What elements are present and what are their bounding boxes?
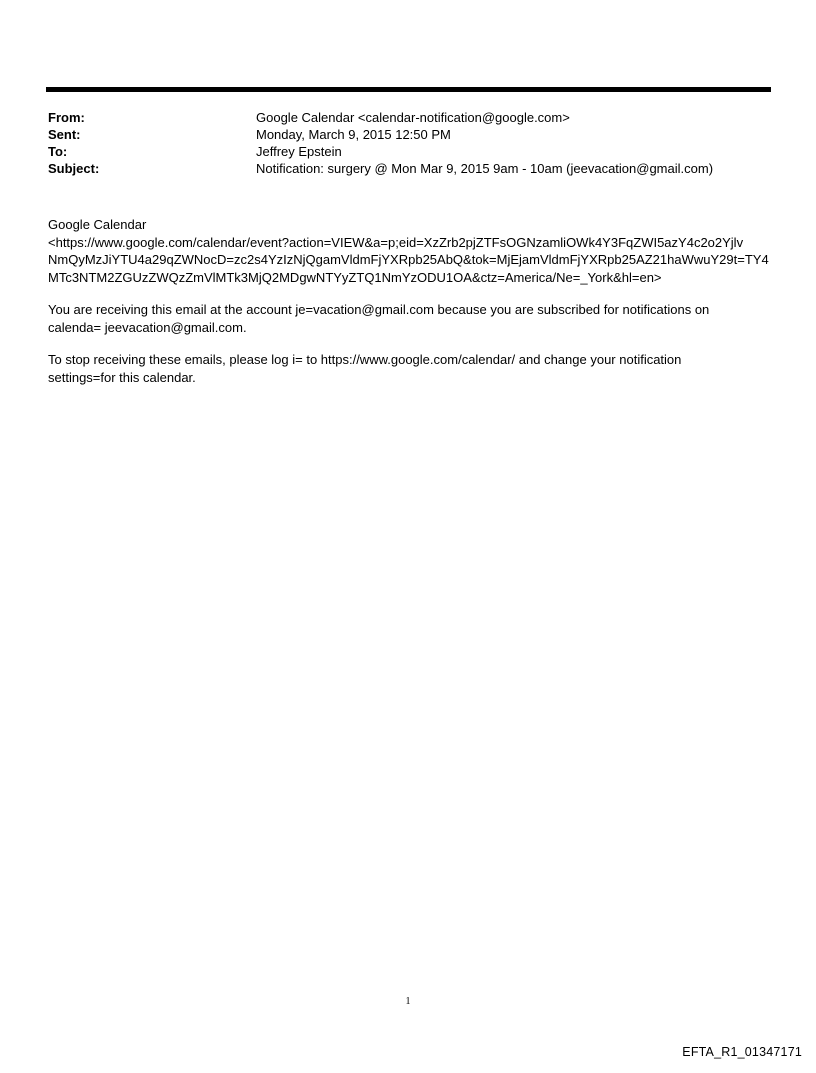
header-row-from <box>48 109 768 126</box>
email-body <box>48 216 778 401</box>
event-link-line[interactable]: MTc3NTM2ZGUzZWQzZmVlMTk3MjQ2MDgwNTYyZTQ1NmYzODU1OA&ctz=America/Ne=_York&hl=en> <box>48 269 662 285</box>
header-row-sent <box>48 126 768 143</box>
subject-value: Notification: surgery @ Mon Mar 9, 2015 9am - 10am (jeevacation@gmail.com) <box>256 161 714 176</box>
event-link-line[interactable]: <https://www.google.com/calendar/event?action=VIEW&a=p;eid=XzZrb2pjZTFsOGNzamliOWk4Y3FqZWI5azY4c2o2Yjlv <box>48 234 744 250</box>
sent-value: Monday, March 9, 2015 12:50 PM <box>256 127 451 142</box>
header-divider <box>46 87 771 92</box>
unsubscribe-paragraph <box>48 351 778 386</box>
paragraph-line: settings=for this calendar. <box>48 369 196 385</box>
bates-number: EFTA_R1_01347171 <box>682 1045 802 1059</box>
to-value: Jeffrey Epstein <box>256 144 342 159</box>
page-number: 1 <box>405 996 411 1007</box>
header-row-to <box>48 143 768 160</box>
calendar-link-paragraph <box>48 216 778 286</box>
paragraph-line: To stop receiving these emails, please log i= to https://www.google.com/calendar/ and change your notification <box>48 352 682 367</box>
to-label: To: <box>48 144 68 159</box>
event-link-line[interactable]: NmQyMzJiYTU4a29qZWNocD=zc2s4YzIzNjQgamVldmFjYXRpb25AbQ&tok=MjEjamVldmFjYXRpb25AZ21haWwuY29t=TY4 <box>48 252 769 267</box>
email-header <box>48 109 768 177</box>
from-value: Google Calendar <calendar-notification@google.com> <box>256 110 570 125</box>
paragraph-line: You are receiving this email at the account je=vacation@gmail.com because you are subscribed for notifications on <box>48 302 710 317</box>
sent-label: Sent: <box>48 127 81 142</box>
subject-label: Subject: <box>48 161 100 176</box>
from-label: From: <box>48 110 85 125</box>
paragraph-line: calenda= jeevacation@gmail.com. <box>48 319 247 335</box>
link-title: Google Calendar <box>48 217 147 232</box>
receiving-paragraph <box>48 301 778 336</box>
header-row-subject <box>48 160 768 177</box>
